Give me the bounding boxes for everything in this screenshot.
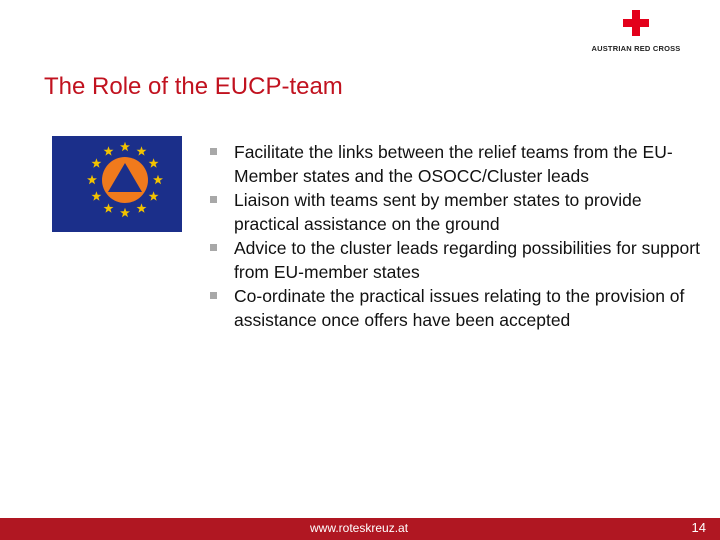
- bullet-text: Co-ordinate the practical issues relating to the provision of assistance once offers have been accepted: [234, 286, 685, 330]
- bullet-item: [210, 140, 710, 188]
- slide-title: The Role of the EUCP-team: [44, 73, 343, 100]
- bullet-text: Advice to the cluster leads regarding possibilities for support from EU-member states: [234, 238, 700, 282]
- bullet-marker: [210, 244, 217, 251]
- bullet-text: Liaison with teams sent by member states to provide practical assistance on the ground: [234, 190, 642, 234]
- bullet-list: [210, 140, 710, 332]
- eu-civil-protection-emblem: [52, 136, 182, 232]
- logo-text: AUSTRIAN RED CROSS: [591, 44, 681, 53]
- bullet-marker: [210, 148, 217, 155]
- red-cross-icon: [623, 10, 649, 36]
- footer-url[interactable]: www.roteskreuz.at: [310, 521, 409, 535]
- footer-bar: [0, 518, 720, 540]
- bullet-marker: [210, 292, 217, 299]
- bullet-item: [210, 236, 710, 284]
- page-number: 14: [691, 520, 706, 535]
- bullet-item: [210, 284, 710, 332]
- bullet-text: Facilitate the links between the relief teams from the EU-Member states and the OSOCC/Cluster leads: [234, 142, 673, 186]
- austrian-red-cross-logo: [580, 8, 692, 58]
- bullet-marker: [210, 196, 217, 203]
- bullet-item: [210, 188, 710, 236]
